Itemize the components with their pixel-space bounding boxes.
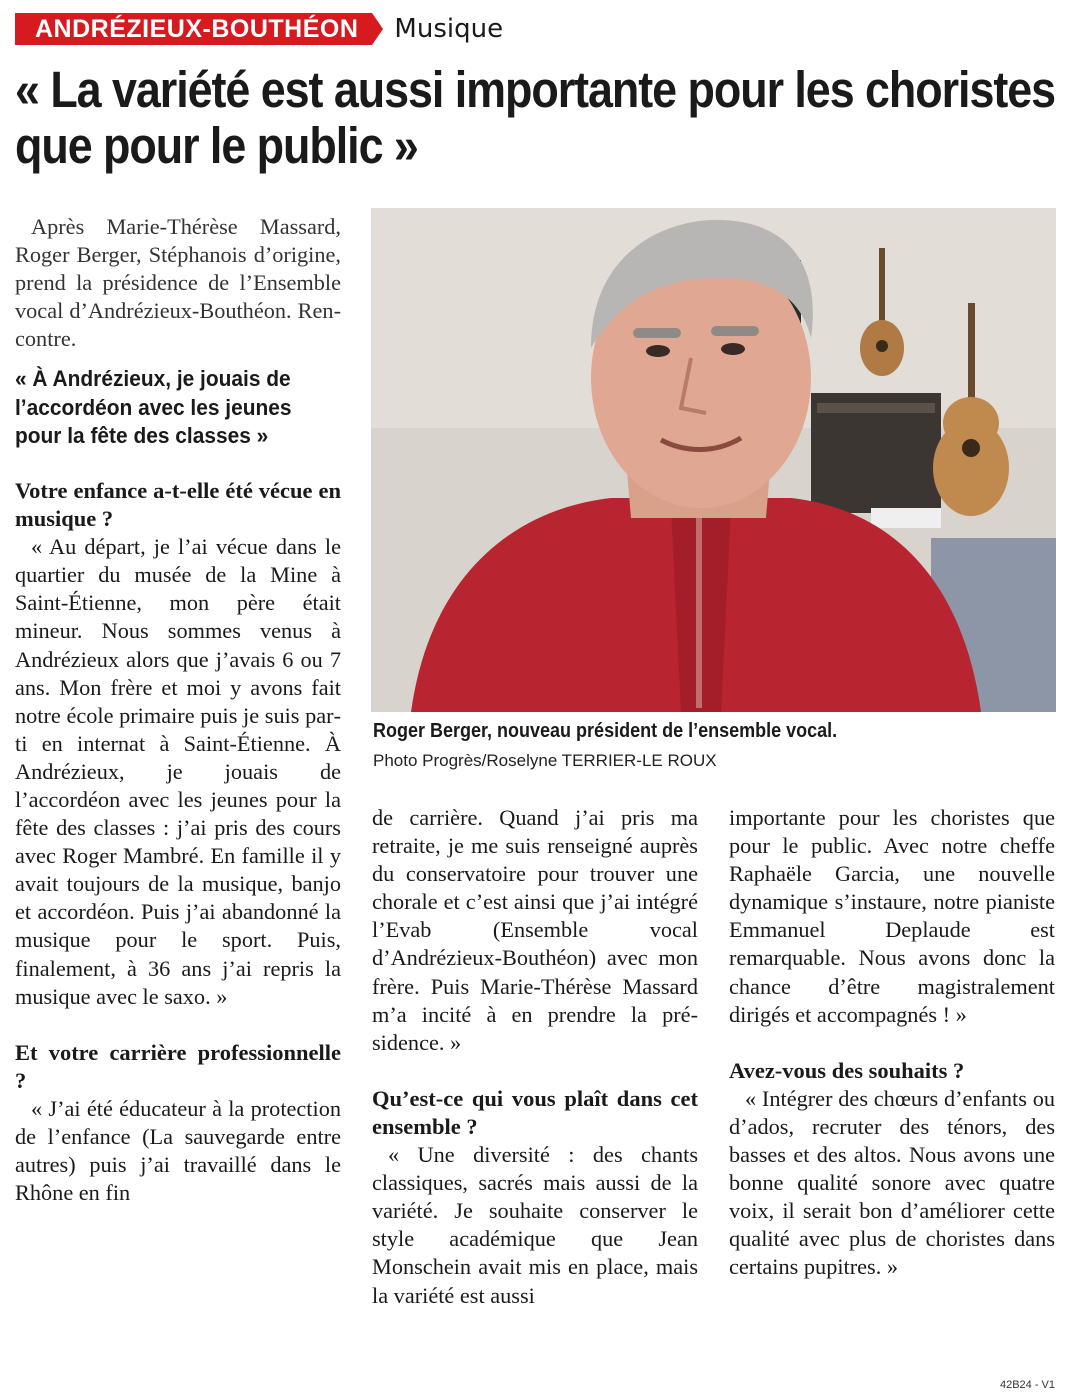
portrait-photo — [371, 208, 1056, 712]
intertitle: « À Andrézieux, je jouais de l’accordéon avec les jeunes pour la fête des classes » — [15, 366, 292, 449]
answer-2-part-1: « J’ai été éducateur à la protection de l’enfance (La sauvegarde entre autres) puis j’ai travaillé dans le Rhône en fin — [15, 1095, 341, 1206]
column-2 — [372, 804, 698, 1310]
page-code: 42B24 - V1 — [999, 1379, 1055, 1391]
rubric-label: Musique — [394, 14, 504, 44]
question-4: Avez-vous des souhaits ? — [729, 1057, 965, 1083]
answer-1: « Au départ, je l’ai vécue dans le quartier du musée de la Mine à Saint-Étienne, mon père était mineur. Nous sommes venus à Andrézieux alors que j’avais 6 ou 7 ans. Mon frère et moi y avons fait notre école primaire puis je suis parti en internat à Saint-Étienne. À Andrézieux, je jouais de l’accordéon avec les jeunes pour la fête des classes : j’ai pris des cours avec Roger Mambré. En famille il y avait toujours de la musique, banjo et accordéon. Puis j’ai abandonné la musique pour le sport. Puis, finalement, à 36 ans j’ai repris la musique avec le saxo. » — [15, 534, 341, 1009]
question-1: Votre enfance a-t-elle été vécue en musique ? — [15, 477, 341, 532]
answer-3-part-2: importante pour les choristes que pour le public. Avec notre cheffe Raphaële Garcia, une nouvelle dynamique s’instaure, notre pianiste Emmanuel Deplaude est remarquable. Nous avons donc la chance d’être magistralement dirigés et accompagnés ! » — [729, 805, 1055, 1027]
answer-4: « Intégrer des chœurs d’enfants ou d’ados, recruter des ténors, des basses et des altos. Nous avons une bonne qualité sonore avec quatre voix, il serait bon d’améliorer cette qualité avec plus de choristes dans certains pupitres. » — [729, 1085, 1055, 1280]
question-2: Et votre carrière professionnelle ? — [15, 1039, 341, 1093]
answer-3-part-1: « Une diversité : des chants classiques, sacrés mais aussi de la variété. Je souhaite conserver le style académique que Jean Monschein avait mis en place, mais la variété est aussi — [372, 1142, 698, 1308]
lead-paragraph: Après Marie-Thérèse Massard, Roger Berger, Stéphanois d’origine, prend la présidence de l’Ensemble vocal d’Andrézieux-Bouthéon. Rencontre. — [15, 214, 341, 352]
column-1 — [15, 213, 341, 1207]
article-header — [15, 12, 503, 46]
location-tag: ANDRÉZIEUX-BOUTHÉON — [15, 13, 372, 45]
column-3 — [729, 804, 1055, 1282]
headline: « La variété est aussi importante pour les choristes que pour le public » — [15, 61, 1056, 174]
photo-credit: Photo Progrès/Roselyne TERRIER-LE ROUX — [373, 751, 717, 770]
answer-2-part-2: de carrière. Quand j’ai pris ma retraite, je me suis renseigné auprès du conservatoire pour trouver une chorale et c’est ainsi que j’ai intégré l’Evab (Ensemble vocal d’Andrézieux-Bouthéon) avec mon frère. Puis Marie-Thérèse Massard m’a incité à en prendre la présidence. » — [372, 805, 698, 1055]
question-3: Qu’est-ce qui vous plaît dans cet ensemble ? — [372, 1085, 698, 1139]
photo-caption: Roger Berger, nouveau président de l’ensemble vocal. — [373, 720, 838, 742]
